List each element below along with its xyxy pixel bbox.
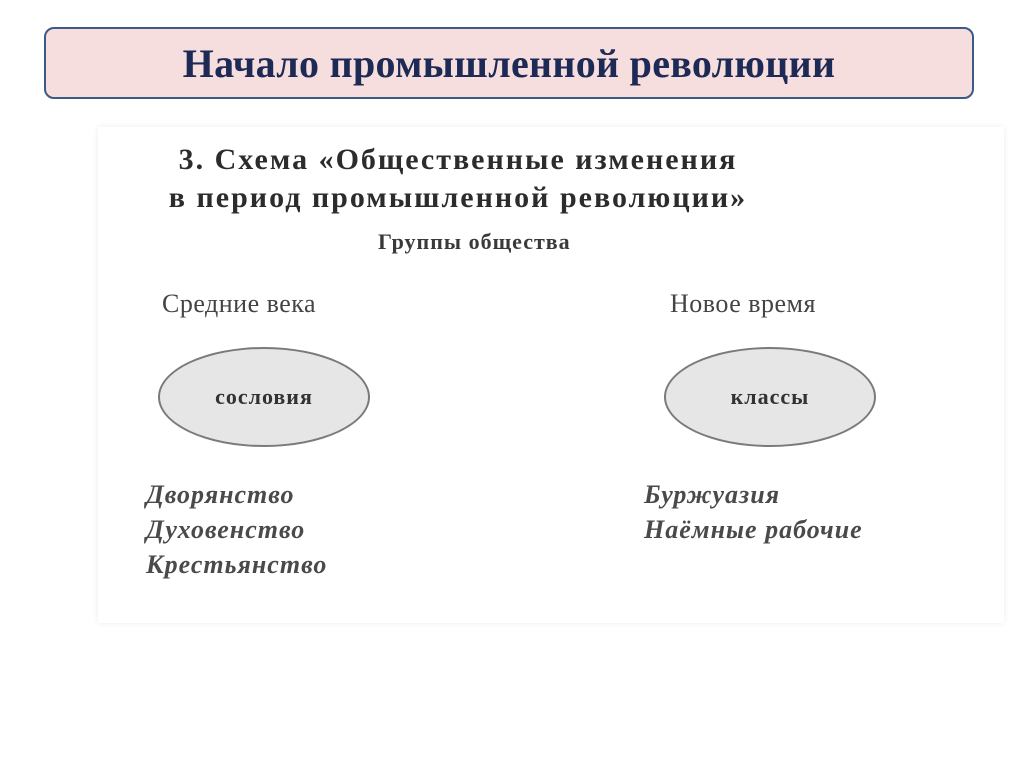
group-item: Буржуазия bbox=[644, 480, 781, 509]
category-label-estates: сословия bbox=[215, 384, 313, 409]
era-label-middle-ages: Средние века bbox=[162, 289, 317, 318]
group-list-classes bbox=[644, 477, 863, 547]
scheme-subtitle: Группы общества bbox=[378, 229, 571, 254]
slide-title: Начало промышленной революции bbox=[182, 40, 836, 86]
category-oval-classes bbox=[664, 347, 876, 447]
era-label-modern-times: Новое время bbox=[670, 289, 816, 318]
category-label-classes: классы bbox=[730, 384, 810, 409]
scheme-title-line-2: в период промышленной революции» bbox=[168, 181, 748, 214]
group-item: Духовенство bbox=[146, 515, 306, 544]
group-item: Наёмные рабочие bbox=[644, 515, 863, 544]
scheme-image bbox=[98, 127, 1004, 623]
category-oval-estates bbox=[158, 347, 370, 447]
group-item: Крестьянство bbox=[146, 550, 328, 579]
scheme-title bbox=[98, 141, 818, 217]
scheme-title-line-1: 3. Схема «Общественные изменения bbox=[178, 143, 738, 176]
group-item: Дворянство bbox=[146, 480, 295, 509]
group-list-estates bbox=[146, 477, 327, 582]
slide-title-banner bbox=[44, 27, 974, 99]
